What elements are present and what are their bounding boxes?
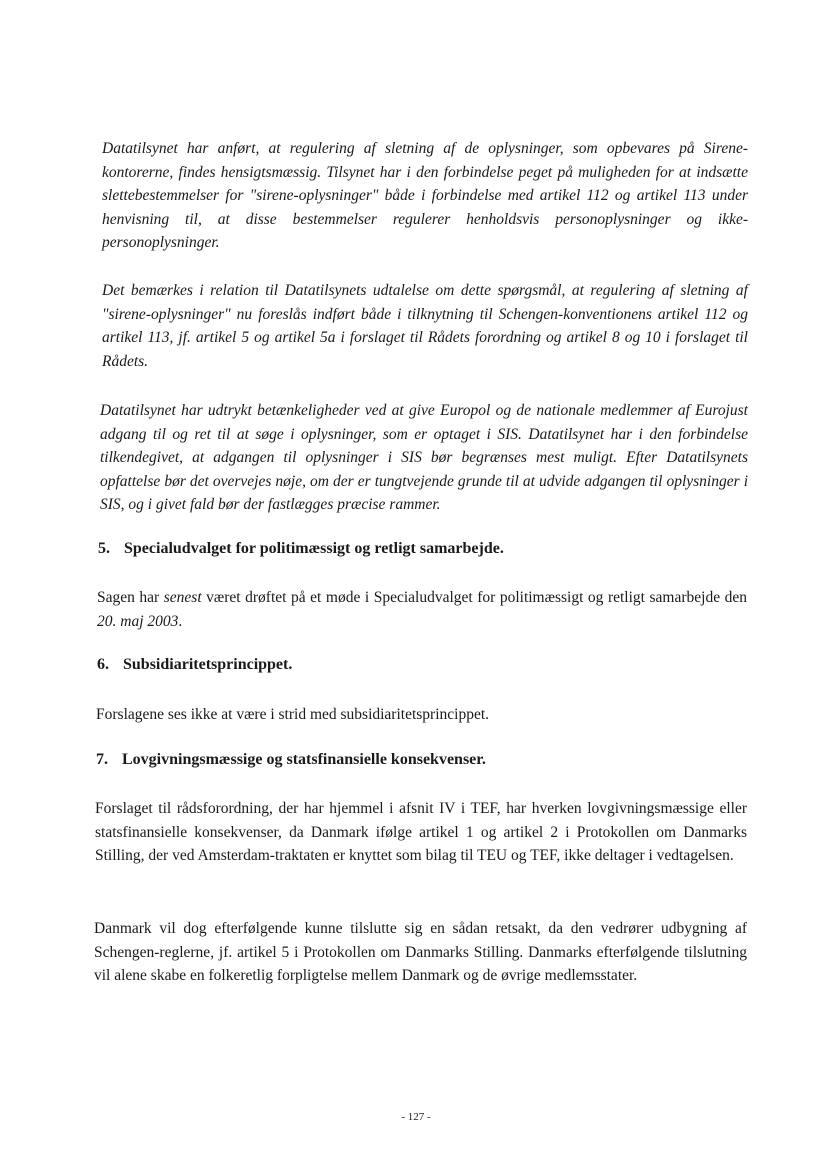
section-number: 6. [97, 656, 109, 673]
paragraph-specialudvalget [97, 586, 747, 633]
section-heading-6 [97, 656, 292, 674]
paragraph-datatilsynet-sletning: Datatilsynet har anført, at regulering af sletning af de oplysninger, som opbevares på Sirene-kontorerne, findes hensigtsmæssig. Tilsynet har i den forbindelse peget på muligheden for at indsætte slettebestemmelser for "sirene-oplysninger" både i forbindelse med artikel 112 og artikel 113 under henvisning til, at disse bestemmelser regulerer henholdsvis personoplysninger og ikke-personoplysninger. [102, 140, 748, 251]
section-number: 5. [98, 540, 110, 557]
section-number: 7. [96, 751, 108, 768]
section-title: Subsidiaritetsprincippet. [123, 656, 293, 673]
text-run: . [178, 612, 183, 630]
paragraph-konsekvenser: Forslaget til rådsforordning, der har hjemmel i afsnit IV i TEF, har hverken lovgivningsmæssige eller statsfinansielle konsekvenser, da Danmark ifølge artikel 1 og artikel 2 i Protokollen om Danmarks Stilling, der ved Amsterdam-traktaten er knyttet som bilag til TEU og TEF, ikke deltager i vedtagelsen. [95, 800, 747, 864]
paragraph-tilslutning: Danmark vil dog efterfølgende kunne tilslutte sig en sådan retsakt, da den vedrører udbygning af Schengen-reglerne, jf. artikel 5 i Protokollen om Danmarks Stilling. Danmarks efterfølgende tilslutning vil alene skabe en folkeretlig forpligtelse mellem Danmark og de øvrige medlemsstater. [94, 920, 747, 984]
section-title: Specialudvalget for politimæssigt og retligt samarbejde. [124, 540, 504, 557]
paragraph-subsidiaritet: Forslagene ses ikke at være i strid med subsidiaritetsprincippet. [96, 706, 490, 723]
text-run: været drøftet på et møde i Specialudvalget for politimæssigt og retligt samarbejde den [201, 589, 747, 606]
paragraph-datatilsynet-europol: Datatilsynet har udtrykt betænkeligheder ved at give Europol og de nationale medlemmer af Eurojust adgang til og ret til at søge i oplysninger, som er optaget i SIS. Datatilsynet har i den forbindelse tilkendegivet, at adgangen til oplysninger i SIS bør begrænses mest muligt. Efter Datatilsynets opfattelse bør det overvejes nøje, om der er tungtvejende grunde til at udvide adgangen til oplysninger i SIS, og i givet fald bør der fastlægges præcise rammer. [100, 402, 748, 513]
paragraph-bemaerkes: Det bemærkes i relation til Datatilsynets udtalelse om dette spørgsmål, at regulering af sletning af "sirene-oplysninger" nu foreslås indført både i tilknytning til Schengen-konventionens artikel 112 og artikel 113, jf. artikel 5 og artikel 5a i forslaget til Rådets forordning og artikel 8 og 10 i forslaget til Rådets. [102, 282, 748, 370]
section-title: Lovgivningsmæssige og statsfinansielle konsekvenser. [122, 751, 486, 768]
text-run-italic-date: 20. maj 2003 [97, 612, 179, 630]
text-run: Sagen har [97, 589, 164, 606]
text-run-italic: senest [163, 589, 202, 606]
section-heading-7 [96, 751, 486, 769]
section-heading-5 [98, 540, 504, 558]
page-number: - 127 - [401, 1111, 431, 1123]
